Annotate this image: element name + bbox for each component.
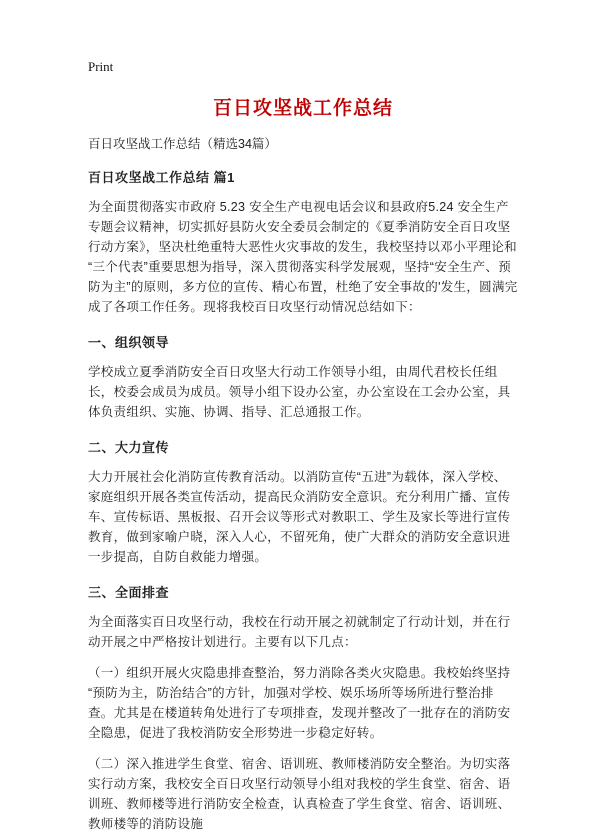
- article-body: [88, 167, 518, 834]
- body-paragraph: 大力开展社会化消防宣传教育活动。以消防宣传“五进”为载体，深入学校、家庭组织开展各类宣传活动，提高民众消防安全意识。充分利用广播、宣传车、宣传标语、黑板报、召开会议等形式对教职工、学生及家长等进行宣传教育，做到家喻户晓，深入人心，不留死角，使广大群众的消防安全意识进一步提高，自防自救能力增强。: [88, 470, 511, 564]
- body-paragraph: 为全面贯彻落实市政府 5.23 安全生产电视电话会议和县政府5.24 安全生产专题会议精神，切实抓好县防火安全委员会制定的《夏季消防安全百日攻坚行动方案》，坚决杜绝重特大恶性火灾事故的发生，我校坚持以邓小平理论和“三个代表”重要思想为指导，深入贯彻落实科学发展观，坚持“安全生产、预防为主”的原则，多方位的宣传、精心布置，杜绝了安全事故的'发生，圆满完成了各项工作任务。现将我校百日攻坚行动情况总结如下：: [88, 200, 518, 314]
- section-heading: 一、组织领导: [88, 335, 170, 350]
- body-paragraph: （一）组织开展火灾隐患排查整治，努力消除各类火灾隐患。我校始终坚持“预防为主，防治结合”的方针，加强对学校、娱乐场所等场所进行整治排查。尤其是在楼道转角处进行了专项排查，发现并整改了一批存在的消防安全隐患，促进了我校消防安全形势进一步稳定好转。: [88, 666, 511, 740]
- section-heading: 百日攻坚战工作总结 篇1: [88, 170, 235, 185]
- document-title: 百日攻坚战工作总结: [212, 98, 393, 119]
- section-heading: 二、大力宣传: [88, 440, 170, 455]
- section-heading: 三、全面排查: [88, 585, 170, 600]
- document-subtitle: 百日攻坚战工作总结（精选34篇）: [88, 137, 277, 151]
- body-paragraph: 学校成立夏季消防安全百日攻坚大行动工作领导小组，由周代君校长任组长，校委会成员为成员。领导小组下设办公室，办公室设在工会办公室，具体负责组织、实施、协调、指导、汇总通报工作。: [88, 365, 511, 419]
- print-link[interactable]: Print: [88, 59, 114, 74]
- body-paragraph: （二）深入推进学生食堂、宿舍、语训班、教师楼消防安全整治。为切实落实行动方案，我校安全百日攻坚行动领导小组对我校的学生食堂、宿舍、语训班、教师楼等进行消防安全检查，认真检查了学生食堂、宿舍、语训班、教师楼等的消防设施: [88, 757, 511, 831]
- body-paragraph: 为全面落实百日攻坚行动，我校在行动开展之初就制定了行动计划，并在行动开展之中严格按计划进行。主要有以下几点：: [88, 615, 511, 649]
